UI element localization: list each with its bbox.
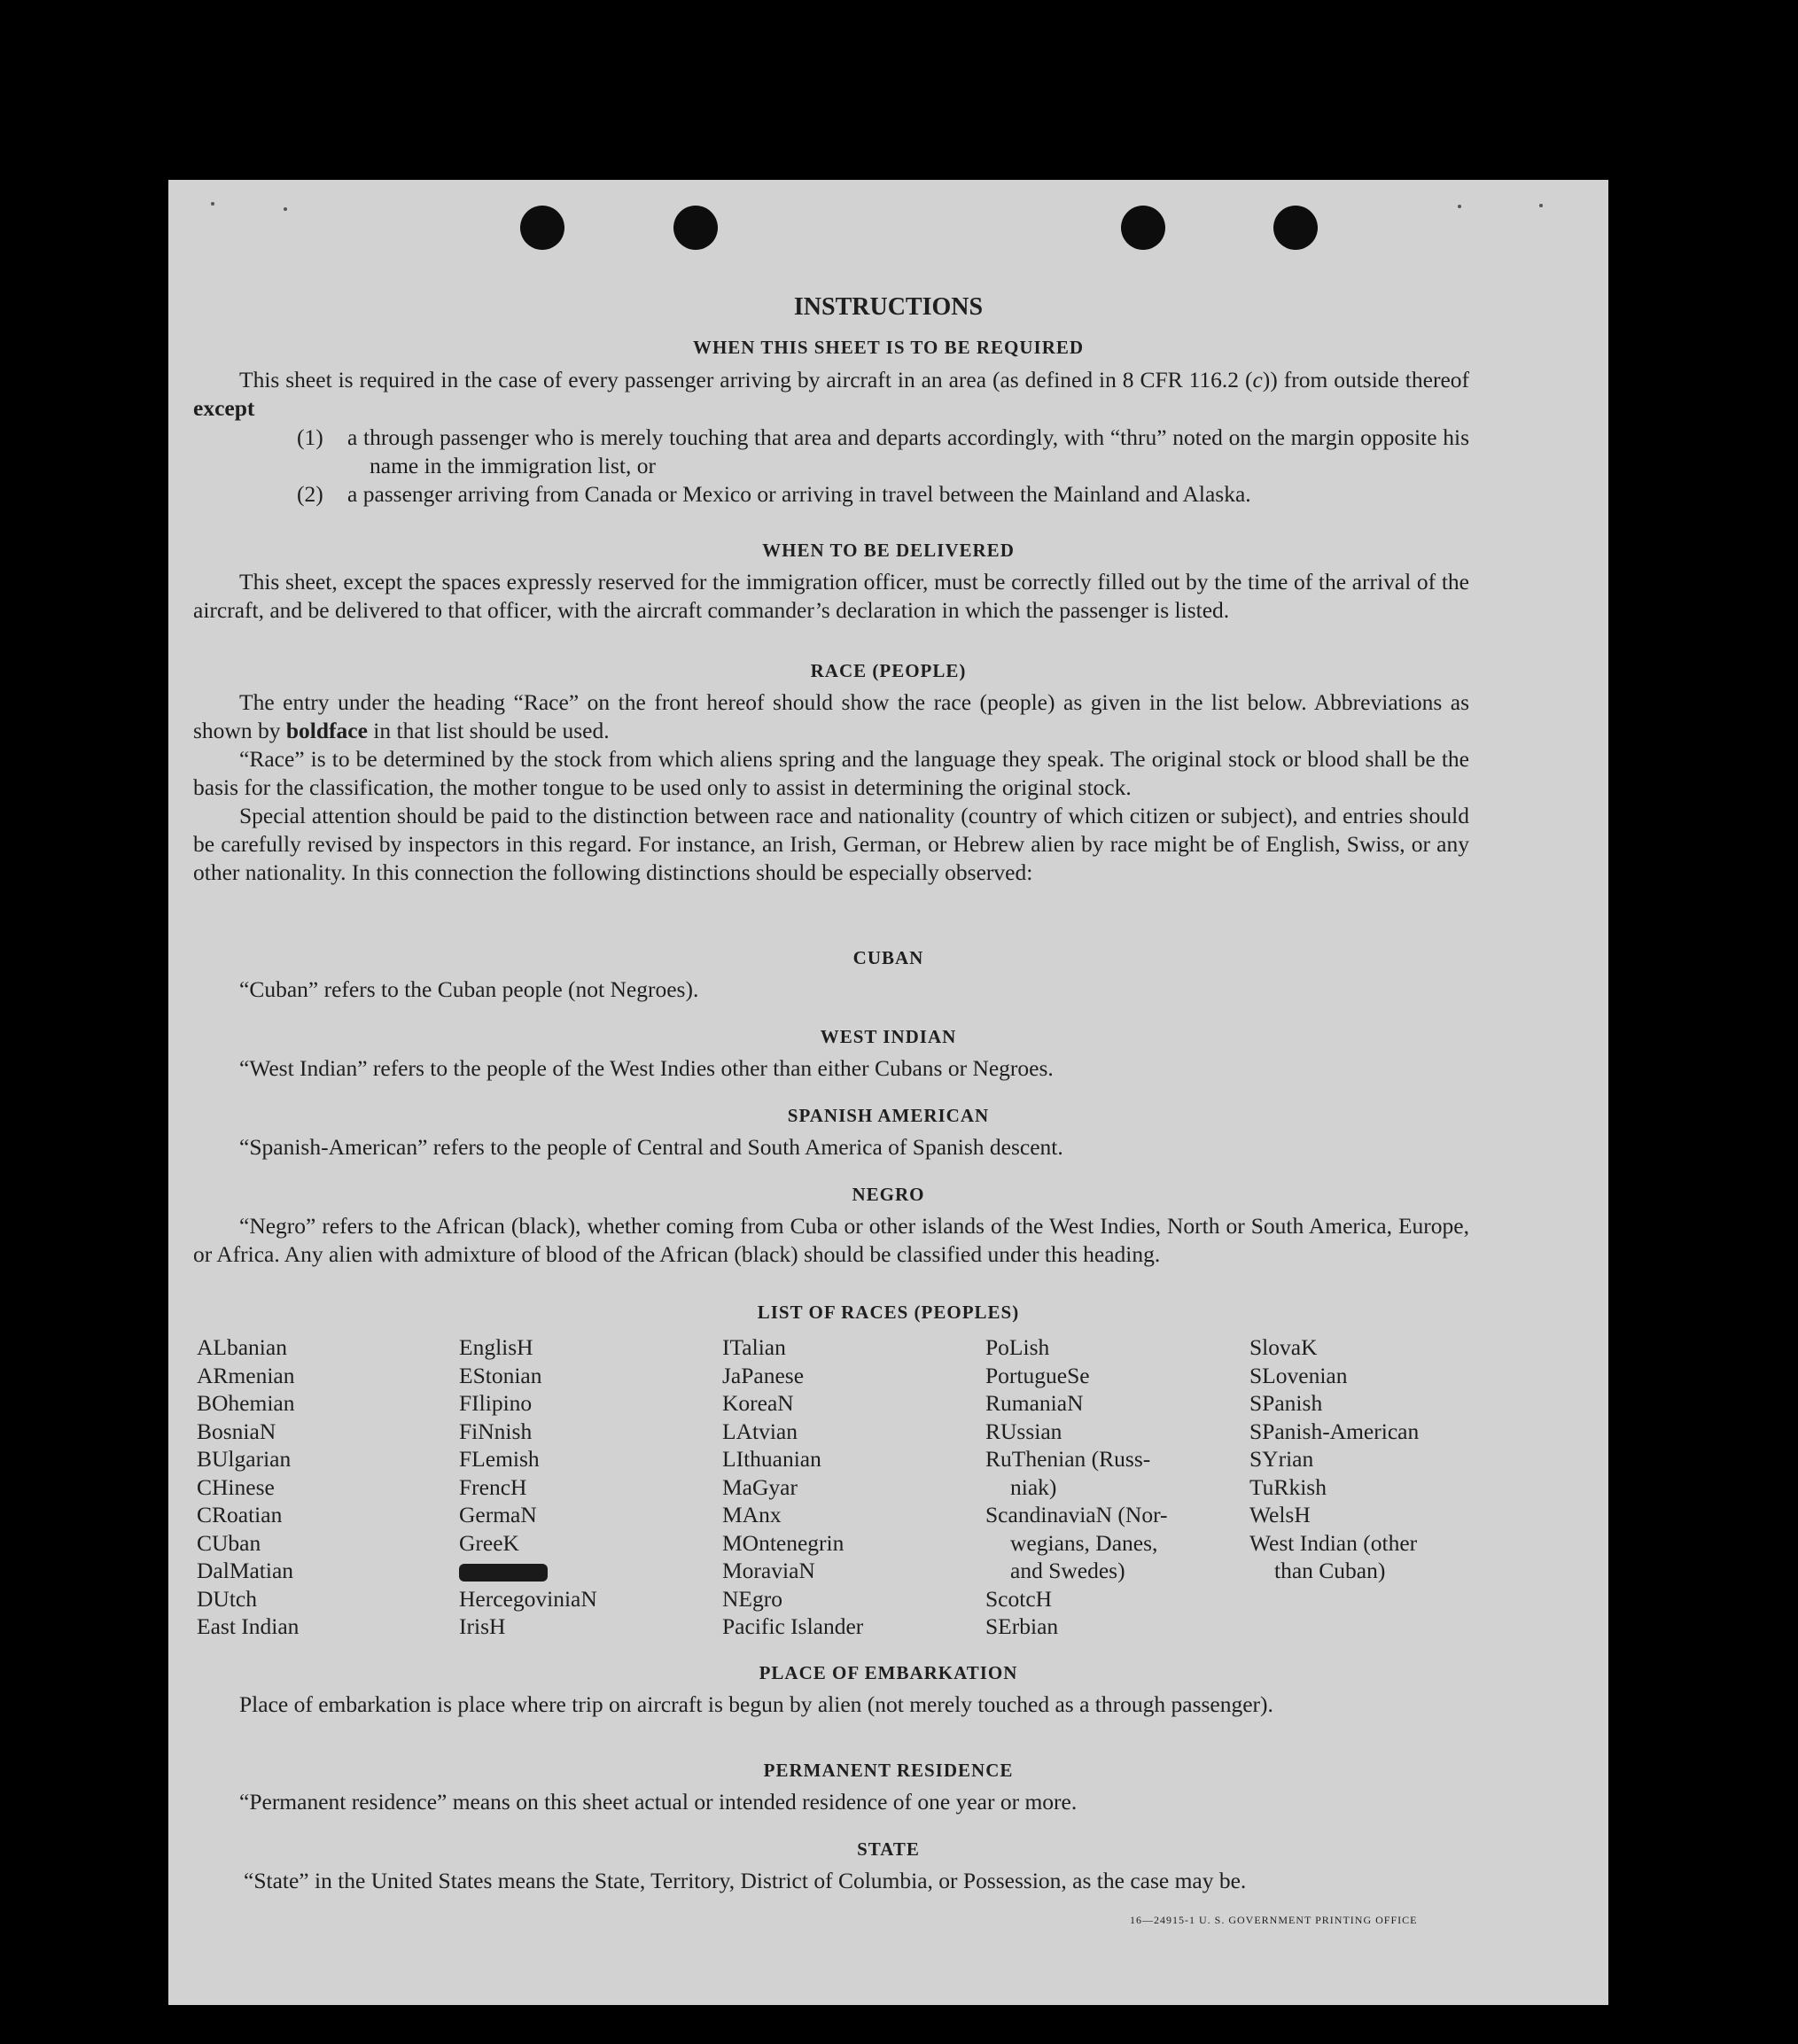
race-item: ALbanian (197, 1334, 287, 1360)
race-item: CRoatian (197, 1502, 283, 1527)
document-page (168, 180, 1608, 2005)
race-item: HercegoviniaN (459, 1585, 597, 1612)
item-number: (1) (297, 424, 323, 450)
race-column-4 (985, 1333, 1168, 1641)
para-negro: “Negro” refers to the African (black), whether coming from Cuba or other islands of the West Indies, North or South America, Europe, or Africa. Any alien with admixture of blood of the African (black) should be classified under this heading. (193, 1213, 1469, 1267)
race-item: LIthuanian (722, 1446, 821, 1472)
heading-when-delivered: WHEN TO BE DELIVERED (762, 540, 1015, 561)
speck (1458, 205, 1461, 208)
race-column-3 (722, 1333, 863, 1641)
race-column-2 (459, 1333, 597, 1641)
race-item: Pacific Islander (722, 1613, 864, 1639)
race-item: EnglisH (459, 1334, 533, 1360)
race-item: CUban (197, 1529, 261, 1556)
race-item: GermaN (459, 1502, 537, 1527)
heading-race: RACE (PEOPLE) (810, 660, 967, 681)
race-item: GreeK (459, 1529, 519, 1556)
race-item-continued: wegians, Danes, (1010, 1529, 1158, 1556)
race-item: DUtch (197, 1585, 257, 1612)
race-item: MoraviaN (722, 1558, 815, 1583)
heading-list-of-races: LIST OF RACES (PEOPLES) (757, 1302, 1020, 1323)
heading-state: STATE (857, 1838, 920, 1860)
race-item: IrisH (459, 1613, 506, 1639)
race-item: West Indian (other (1249, 1529, 1418, 1556)
para-permanent-residence: “Permanent residence” means on this sheet actual or intended residence of one year or more. (239, 1789, 1078, 1815)
punch-hole (1121, 206, 1165, 250)
heading-when-required: WHEN THIS SHEET IS TO BE REQUIRED (692, 337, 1085, 358)
race-item: ScandinaviaN (Nor- (985, 1502, 1168, 1527)
race-item: SPanish-American (1249, 1418, 1420, 1444)
race-item: CHinese (197, 1473, 275, 1500)
heading-west-indian: WEST INDIAN (820, 1026, 957, 1047)
race-item: FLemish (459, 1446, 540, 1472)
para-cuban: “Cuban” refers to the Cuban people (not Negroes). (239, 976, 699, 1002)
heading-negro: NEGRO (852, 1184, 925, 1205)
race-item: JaPanese (722, 1362, 805, 1388)
punch-hole (520, 206, 564, 250)
exception-2: a passenger arriving from Canada or Mexico or arriving in travel between the Mainland and Alaska. (347, 481, 1251, 507)
page-title: INSTRUCTIONS (793, 293, 984, 321)
race-item: BOhemian (197, 1390, 295, 1416)
race-item: East Indian (197, 1613, 300, 1639)
race-item-continued: niak) (1010, 1473, 1057, 1500)
race-item: SlovaK (1249, 1334, 1318, 1360)
speck (1539, 204, 1543, 207)
heading-spanish-american: SPANISH AMERICAN (787, 1105, 990, 1126)
race-item: ARmenian (197, 1362, 295, 1388)
para-required: This sheet is required in the case of every passenger arriving by aircraft in an area (as defined in 8 CFR 116.2 (c)) from outside thereof except (193, 367, 1469, 421)
para-embarkation: Place of embarkation is place where trip on aircraft is begun by alien (not merely touched as a through passenger). (239, 1691, 1273, 1717)
race-item: ScotcH (985, 1585, 1053, 1612)
race-item: TuRkish (1249, 1473, 1327, 1500)
punch-hole (673, 206, 718, 250)
race-item-continued: than Cuban) (1274, 1558, 1386, 1583)
race-item: SPanish (1249, 1390, 1323, 1416)
race-column-5 (1249, 1333, 1419, 1585)
race-item: MaGyar (722, 1473, 798, 1500)
race-item: MOntenegrin (722, 1529, 845, 1556)
redacted-entry (459, 1557, 597, 1585)
speck (284, 207, 287, 211)
race-item: NEgro (722, 1585, 782, 1612)
heading-cuban: CUBAN (852, 947, 924, 968)
race-item: WelsH (1249, 1502, 1311, 1527)
race-item: PoLish (985, 1334, 1050, 1360)
para-race: The entry under the heading “Race” on the front hereof should show the race (people) as given in the list below. Abbreviations as shown by boldface in that list should be used. “Race” is to be determined by the stock from which aliens spring and the language they speak. The original stock or blood shall be the basis for the classification, the mother tongue to be used only to assist in determining the original stock. Special attention should be paid to the distinction between race and nationality (country of which citizen or subject), and entries should be carefully revised by inspectors in this regard. For instance, an Irish, German, or Hebrew alien by race might be of English, Swiss, or any other nationality. In this connection the following distinctions should be especially observed: (193, 689, 1469, 885)
speck (211, 202, 214, 206)
race-item: RuThenian (Russ- (985, 1446, 1151, 1472)
race-item: RumaniaN (985, 1390, 1084, 1416)
race-item: SLovenian (1249, 1362, 1348, 1388)
race-item: ITalian (722, 1334, 786, 1360)
race-item-continued: and Swedes) (1010, 1558, 1125, 1583)
printer-imprint: 16—24915-1 U. S. GOVERNMENT PRINTING OFFICE (1130, 1914, 1418, 1926)
race-item: PortugueSe (985, 1362, 1090, 1388)
race-item: FiNnish (459, 1418, 533, 1444)
race-item: EStonian (459, 1362, 542, 1388)
heading-permanent-residence: PERMANENT RESIDENCE (763, 1760, 1014, 1781)
race-item: DalMatian (197, 1558, 294, 1583)
race-column-1 (197, 1333, 299, 1641)
para-west-indian: “West Indian” refers to the people of the West Indies other than either Cubans or Negroes. (239, 1055, 1054, 1081)
item-number: (2) (297, 481, 323, 507)
para-delivered: This sheet, except the spaces expressly reserved for the immigration officer, must be correctly filled out by the time of the arrival of the aircraft, and be delivered to that officer, with the aircraft commander’s declaration in which the passenger is listed. (193, 569, 1469, 623)
para-spanish-american: “Spanish-American” refers to the people of Central and South America of Spanish descent. (239, 1134, 1063, 1160)
race-item: RUssian (985, 1418, 1062, 1444)
heading-embarkation: PLACE OF EMBARKATION (759, 1662, 1018, 1683)
race-item: BosniaN (197, 1418, 276, 1444)
punch-hole (1273, 206, 1318, 250)
race-item: LAtvian (722, 1418, 798, 1444)
race-item: SYrian (1249, 1446, 1314, 1472)
para-state: “State” in the United States means the State, Territory, District of Columbia, or Possession, as the case may be. (244, 1868, 1247, 1893)
exception-1: a through passenger who is merely touching that area and departs accordingly, with “thru” noted on the margin opposite his name in the immigration list, or (347, 424, 1469, 478)
race-item: FrencH (459, 1473, 527, 1500)
race-item: FIlipino (459, 1390, 533, 1416)
race-item: KoreaN (722, 1390, 794, 1416)
race-item: BUlgarian (197, 1446, 292, 1472)
race-item: MAnx (722, 1502, 782, 1527)
race-item: SErbian (985, 1613, 1059, 1639)
